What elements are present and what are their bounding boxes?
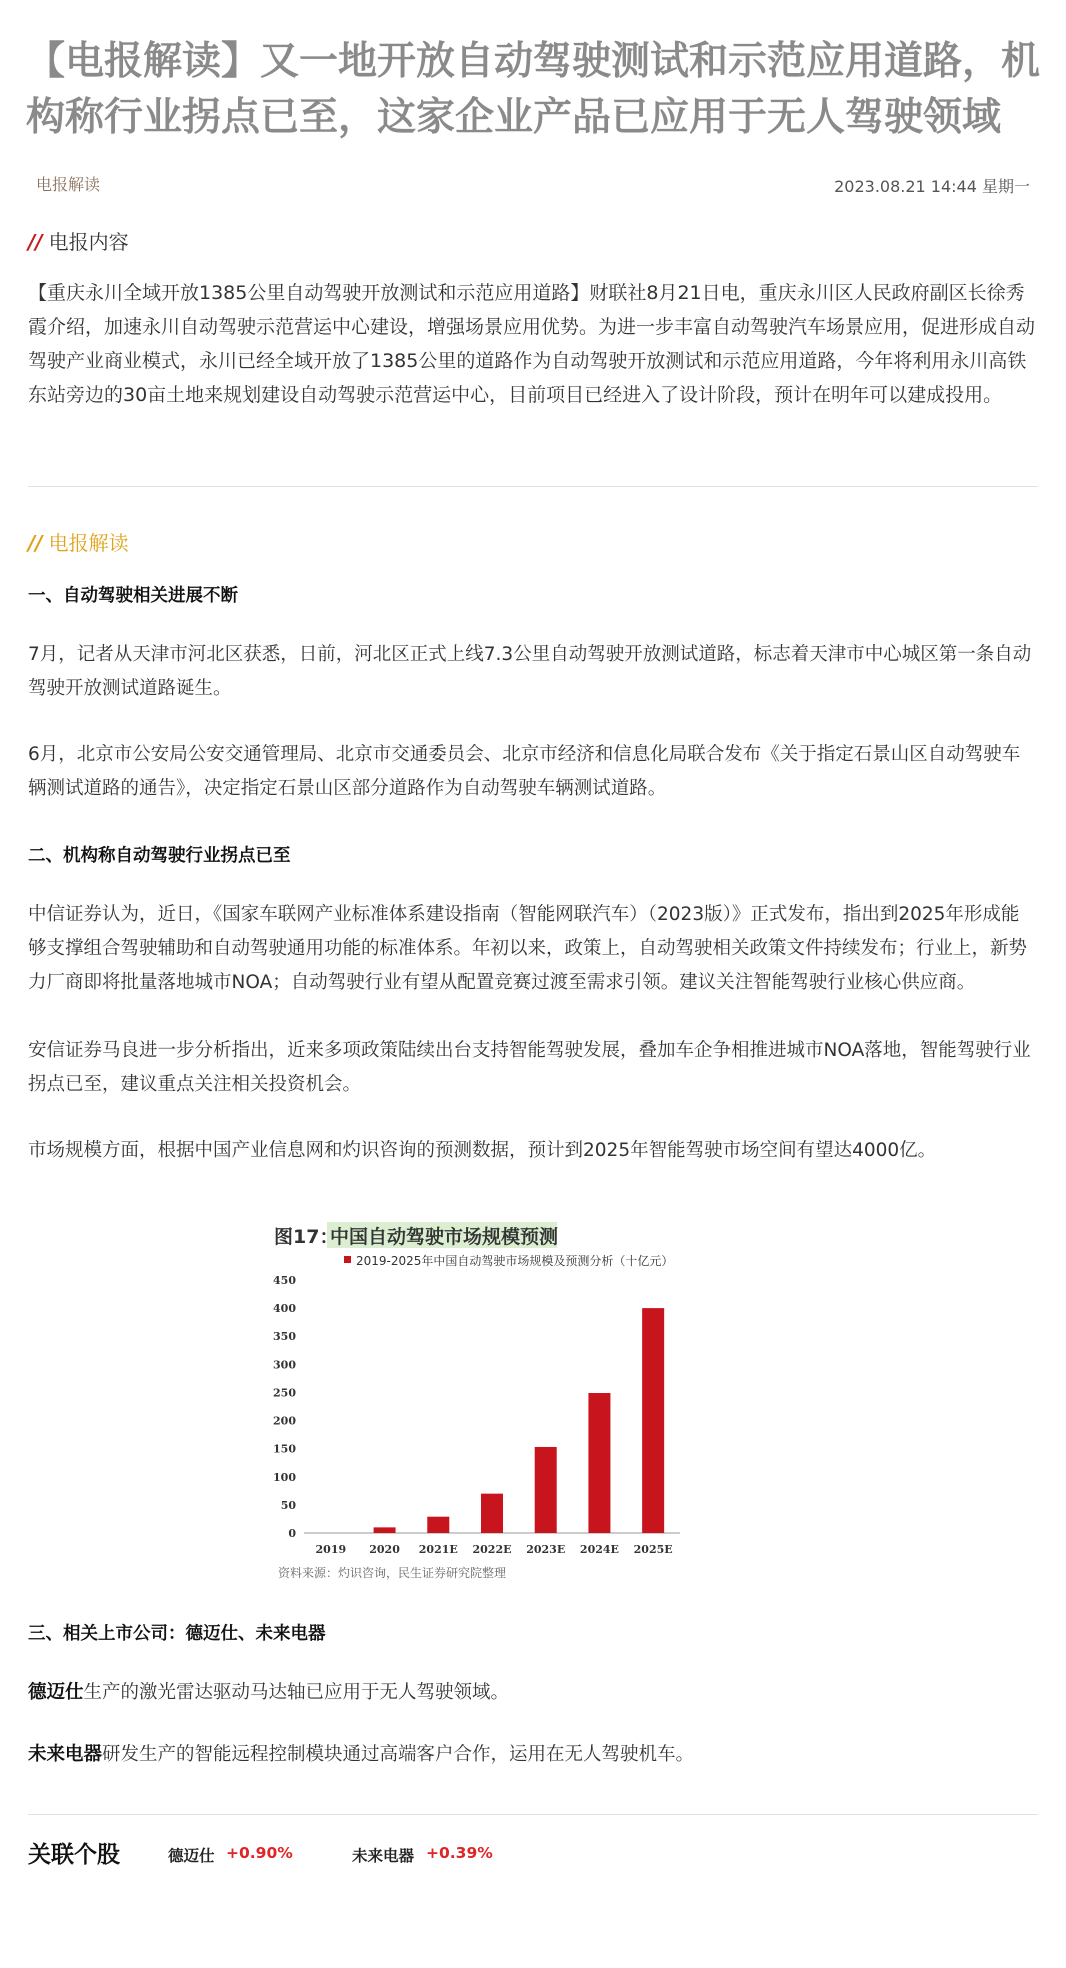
- y-tick-label: 100: [273, 1470, 296, 1484]
- market-size-chart: [262, 1208, 802, 1598]
- section3-paragraph-1-text: 生产的激光雷达驱动马达轴已应用于无人驾驶领域。: [83, 1682, 510, 1703]
- bar-2023E: [535, 1447, 557, 1533]
- y-tick-label: 450: [273, 1274, 296, 1287]
- section-mark-icon: //: [28, 230, 43, 254]
- chart-axis-group: [273, 1274, 680, 1556]
- legend-swatch: [344, 1256, 351, 1263]
- y-tick-label: 200: [273, 1414, 296, 1428]
- company-name-weilai[interactable]: 未来电器: [28, 1744, 103, 1765]
- bar-2024E: [588, 1393, 610, 1533]
- chart-source: 资料来源：灼识咨询，民生证券研究院整理: [278, 1566, 507, 1580]
- y-tick-label: 0: [288, 1527, 296, 1540]
- section3-paragraph-2: [28, 1738, 1036, 1772]
- section3-title: 三、相关上市公司：德迈仕、未来电器: [28, 1624, 326, 1644]
- stock-name-1[interactable]: 德迈仕: [168, 1847, 215, 1865]
- section3-paragraph-2-text: 研发生产的智能远程控制模块通过高端客户合作，运用在无人驾驶机车。: [102, 1744, 695, 1765]
- stock-name-2[interactable]: 未来电器: [352, 1847, 415, 1865]
- x-tick-label: 2019: [315, 1543, 347, 1556]
- telegram-body: 【重庆永川全域开放1385公里自动驾驶开放测试和示范应用道路】财联社8月21日电，重庆永川区人民政府副区长徐秀霞介绍，加速永川自动驾驶示范营运中心建设，增强场景应用优势。为进一步丰富自动驾驶汽车场景应用，促进形成自动驾驶产业商业模式，永川已经全域开放了1385公里的道路作为自动驾驶开放测试和示范应用道路，今年将利用永川高铁东站旁边的30亩土地来规划建设自动驾驶示范营运中心，目前项目已经进入了设计阶段，预计在明年可以建成投用。: [28, 282, 1036, 406]
- x-tick-label: 2023E: [526, 1543, 566, 1556]
- x-tick-label: 2020: [369, 1543, 400, 1556]
- y-tick-label: 250: [273, 1386, 296, 1400]
- divider: [28, 1814, 1038, 1815]
- interpretation-heading-label: 电报解读: [48, 531, 129, 555]
- section1-title: 一、自动驾驶相关进展不断: [28, 586, 238, 606]
- bar-2021E: [427, 1517, 449, 1533]
- legend-label: 2019-2025年中国自动驾驶市场规模及预测分析（十亿元）: [356, 1254, 674, 1268]
- interpretation-heading: [28, 527, 129, 556]
- company-name-demaishi[interactable]: 德迈仕: [28, 1682, 84, 1703]
- article-title: 【电报解读】又一地开放自动驾驶测试和示范应用道路，机构称行业拐点已至，这家企业产品已应用于无人驾驶领域: [26, 39, 1041, 140]
- bar-2025E: [642, 1308, 664, 1533]
- related-stocks-label: 关联个股: [28, 1842, 120, 1868]
- x-tick-label: 2021E: [418, 1543, 458, 1556]
- y-tick-label: 350: [273, 1330, 296, 1344]
- x-tick-label: 2022E: [472, 1543, 512, 1556]
- stock-change-1: +0.90%: [226, 1844, 293, 1862]
- section2-paragraph-1: 中信证券认为，近日，《国家车联网产业标准体系建设指南（智能网联汽车）（2023版）》正式发布，指出到2025年形成能够支撑组合驾驶辅助和自动驾驶通用功能的标准体系。年初以来，政策上，自动驾驶相关政策文件持续发布；行业上，新势力厂商即将批量落地城市NOA；自动驾驶行业有望从配置竞赛过渡至需求引领。建议关注智能驾驶行业核心供应商。: [28, 904, 1028, 993]
- section2-paragraph-3: 市场规模方面，根据中国产业信息网和灼识咨询的预测数据，预计到2025年智能驾驶市场空间有望达4000亿。: [28, 1140, 937, 1161]
- x-tick-label: 2025E: [633, 1543, 673, 1556]
- section1-paragraph-2: 6月，北京市公安局公安交通管理局、北京市交通委员会、北京市经济和信息化局联合发布《关于指定石景山区自动驾驶车辆测试道路的通告》，决定指定石景山区部分道路作为自动驾驶车辆测试道路。: [28, 744, 1021, 799]
- section2-paragraph-2: 安信证券马良进一步分析指出，近来多项政策陆续出台支持智能驾驶发展，叠加车企争相推进城市NOA落地，智能驾驶行业拐点已至，建议重点关注相关投资机会。: [28, 1040, 1031, 1095]
- article-category[interactable]: 电报解读: [36, 175, 101, 194]
- y-tick-label: 50: [280, 1498, 296, 1512]
- chart-svg: [262, 1208, 802, 1598]
- telegram-heading-label: 电报内容: [48, 230, 129, 254]
- section3-paragraph-1: [28, 1676, 1036, 1710]
- x-tick-label: 2024E: [579, 1543, 619, 1556]
- chart-figure-label: 图17：: [274, 1226, 339, 1248]
- bar-2020: [374, 1527, 396, 1533]
- chart-title: 中国自动驾驶市场规模预测: [330, 1226, 559, 1248]
- y-tick-label: 300: [273, 1358, 296, 1372]
- section-mark-icon: //: [28, 531, 43, 555]
- telegram-heading: [28, 226, 129, 255]
- y-tick-label: 150: [273, 1442, 296, 1456]
- stock-change-2: +0.39%: [426, 1844, 493, 1862]
- y-tick-label: 400: [273, 1302, 296, 1316]
- bar-2022E: [481, 1494, 503, 1533]
- divider: [28, 486, 1038, 487]
- article-datetime: 2023.08.21 14:44 星期一: [834, 177, 1030, 196]
- section2-title: 二、机构称自动驾驶行业拐点已至: [28, 846, 291, 866]
- chart-bars-group: [374, 1308, 665, 1533]
- section1-paragraph-1: 7月，记者从天津市河北区获悉，日前，河北区正式上线7.3公里自动驾驶开放测试道路，标志着天津市中心城区第一条自动驾驶开放测试道路诞生。: [28, 644, 1032, 699]
